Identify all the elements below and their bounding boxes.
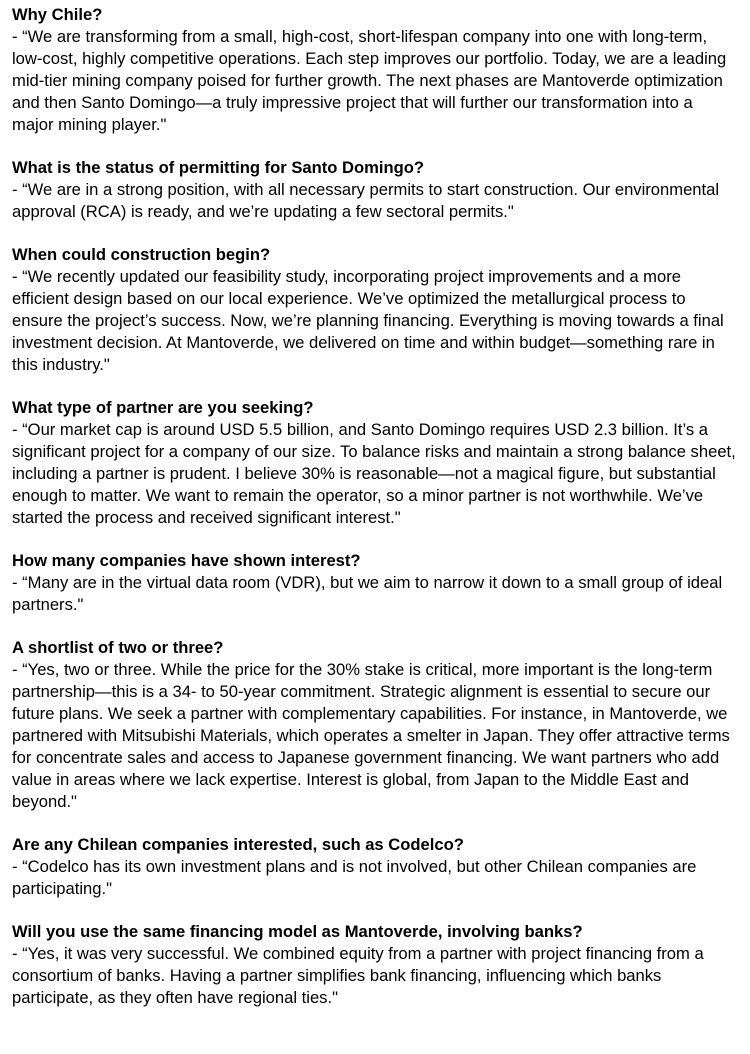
answer-paragraph: - “We recently updated our feasibility study, incorporating project improvements and a more efficient design based on our local experience. We’ve optimized the metallurgical process to ensure the project’s success. Now, we’re planning financing. Everything is moving towards a final investment decision. At Mantoverde, we delivered on time and within budget—something rare in this industry.": [12, 267, 724, 374]
qa-section-partner-type: [12, 397, 738, 529]
answer-paragraph: - “Codelco has its own investment plans and is not involved, but other Chilean companies are participating.": [12, 857, 697, 898]
answer-paragraph: - “We are transforming from a small, high-cost, short-lifespan company into one with long-term, low-cost, highly competitive operations. Each step improves our portfolio. Today, we are a leading mid-tier mining company poised for further growth. The next phases are Mantoverde optimization and then Santo Domingo—a truly impressive project that will further our transformation into a major mining player.": [12, 27, 727, 134]
answer-paragraph: - “We are in a strong position, with all necessary permits to start construction. Our environmental approval (RCA) is ready, and we’re updating a few sectoral permits.": [12, 180, 720, 221]
qa-section-shortlist: [12, 637, 738, 813]
question-heading: What is the status of permitting for Santo Domingo?: [12, 158, 425, 177]
answer-paragraph: - “Our market cap is around USD 5.5 billion, and Santo Domingo requires USD 2.3 billion. It’s a significant project for a company of our size. To balance risks and maintain a strong balance sheet, including a partner is prudent. I believe 30% is reasonable—not a magical figure, but substantial enough to matter. We want to remain the operator, so a minor partner is not worthwhile. We’ve started the process and received significant interest.": [12, 420, 736, 527]
answer-paragraph: - “Yes, two or three. While the price for the 30% stake is critical, more important is the long-term partnership—this is a 34- to 50-year commitment. Strategic alignment is essential to secure our future plans. We seek a partner with complementary capabilities. For instance, in Mantoverde, we partnered with Mitsubishi Materials, which operates a smelter in Japan. They offer attractive terms for concentrate sales and access to Japanese government financing. We want partners who add value in areas where we lack expertise. Interest is global, from Japan to the Middle East and beyond.": [12, 660, 730, 811]
question-heading: What type of partner are you seeking?: [12, 398, 314, 417]
qa-section-why-chile: [12, 4, 738, 136]
question-heading: A shortlist of two or three?: [12, 638, 224, 657]
question-heading: When could construction begin?: [12, 245, 271, 264]
question-heading: How many companies have shown interest?: [12, 551, 361, 570]
qa-section-interested-companies: [12, 550, 738, 616]
qa-section-permitting-status: [12, 157, 738, 223]
question-heading: Are any Chilean companies interested, such as Codelco?: [12, 835, 464, 854]
qa-section-construction-start: [12, 244, 738, 376]
question-heading: Why Chile?: [12, 5, 103, 24]
qa-section-financing-model: [12, 921, 738, 1009]
question-heading: Will you use the same financing model as Mantoverde, involving banks?: [12, 922, 583, 941]
answer-paragraph: - “Yes, it was very successful. We combined equity from a partner with project financing from a consortium of banks. Having a partner simplifies bank financing, influencing which banks participate, as they often have regional ties.": [12, 944, 704, 1007]
qa-section-chilean-companies: [12, 834, 738, 900]
answer-paragraph: - “Many are in the virtual data room (VDR), but we aim to narrow it down to a small group of ideal partners.": [12, 573, 723, 614]
